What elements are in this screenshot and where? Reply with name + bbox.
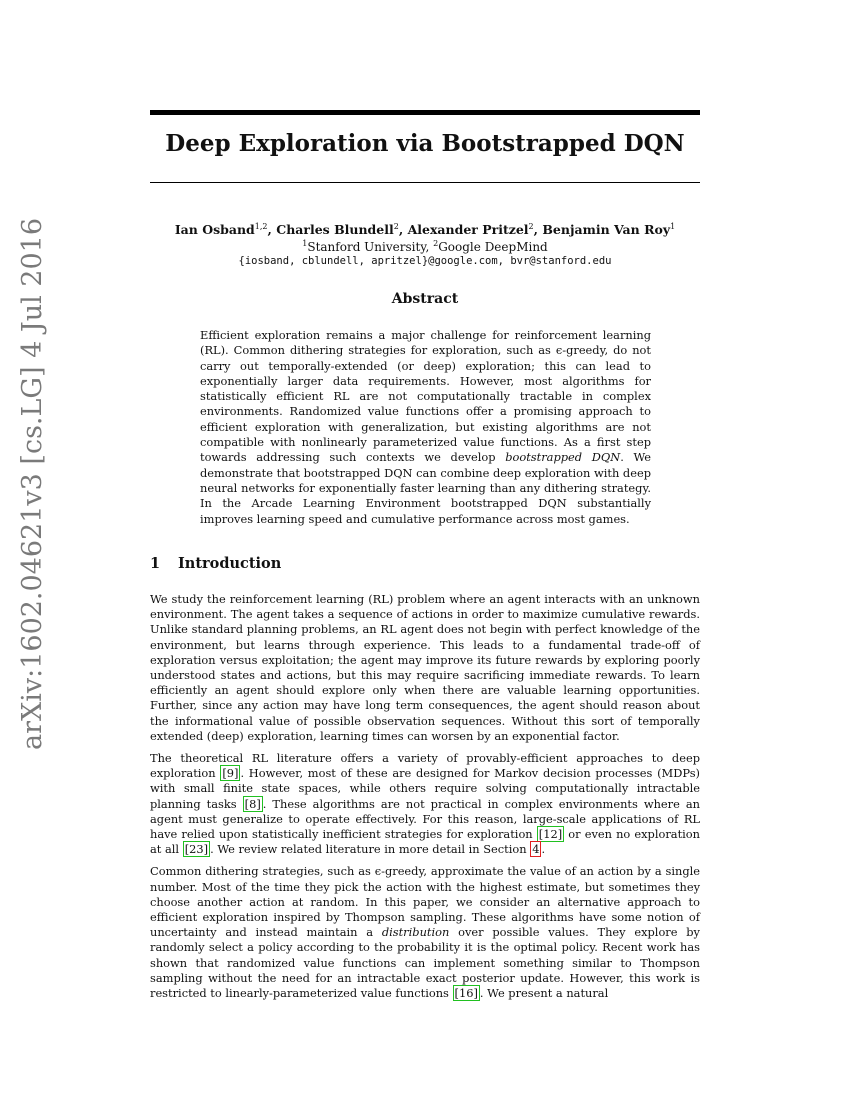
paragraph-text: . However, most of these are designed for Markov decision processes (MDPs) with small finite state spaces, while others require solving computationally intractable planning tasks: [150, 766, 700, 811]
author-list: Ian Osband$^{1,2}$, Charles Blundell$^2$, Alexander Pritzel$^2$, Benjamin Van Roy$^1$: [174, 222, 676, 238]
author-affiliation-mark: 2: [528, 222, 534, 231]
paragraph-text: . We review related literature in more detail in Section: [210, 842, 531, 857]
citation-link[interactable]: [23]: [184, 842, 209, 857]
citation-link[interactable]: [8]: [244, 796, 261, 811]
abstract-emphasis: bootstrapped DQN: [505, 450, 621, 465]
author-affiliation-mark: 2: [393, 222, 399, 231]
author-name: Benjamin Van Roy: [542, 222, 671, 238]
introduction-body: [150, 592, 700, 1008]
paragraph-text: .: [541, 842, 546, 857]
affiliation-mark: 1: [302, 239, 308, 248]
paragraph: [150, 751, 700, 857]
section-reference-link[interactable]: 4: [532, 842, 540, 857]
paragraph: [150, 864, 700, 1001]
author-emails: {iosband, cblundell, apritzel}@google.com, bvr@stanford.edu: [238, 255, 612, 267]
author-affiliation-mark: 1,2: [254, 222, 268, 231]
paper-title: Deep Exploration via Bootstrapped DQN: [165, 130, 685, 157]
author-affiliation-mark: 1: [670, 222, 676, 231]
paragraph-emphasis: distribution: [381, 925, 450, 940]
paragraph-text: Common dithering strategies, such as ϵ-greedy, approximate the value of an action by a single number. Most of the time they pick the action with the highest estimate, but sometimes they choose another action at random. In this paper, we consider an alternative approach to efficient exploration inspired by Thompson sampling. These algorithms have some notion of uncertainty and instead maintain a: [150, 864, 700, 940]
author-name: Ian Osband: [174, 222, 255, 238]
citation-link[interactable]: [12]: [538, 827, 563, 842]
author-name: Charles Blundell: [276, 222, 394, 238]
citation-link[interactable]: [9]: [222, 766, 239, 781]
author-name: Alexander Pritzel: [407, 222, 529, 238]
section-number: 1: [150, 555, 161, 572]
affiliation-name: Stanford University: [307, 240, 426, 254]
paragraph-text: over possible values. They explore by randomly select a policy according to the probability it is the optimal policy. Recent work has shown that randomized value functions can implement something similar to Thompson sampling without the need for an intractable exact posterior update. However, this work is restricted to linearly-parameterized value functions: [150, 925, 700, 1001]
paragraph: We study the reinforcement learning (RL) problem where an agent interacts with an unknown environment. The agent takes a sequence of actions in order to maximize cumulative rewards. Unlike standard planning problems, an RL agent does not begin with perfect knowledge of the environment, but learns through experience. This leads to a fundamental trade-off of exploration versus exploitation; the agent may improve its future rewards by exploring poorly understood states and actions, but this may require sacrificing immediate rewards. To learn efficiently an agent should explore only when there are valuable learning opportunities. Further, since any action may have long term consequences, the agent should reason about the informational value of possible observation sequences. Without this sort of temporally extended (deep) exploration, learning times can worsen by an exponential factor.: [150, 592, 700, 743]
citation-link[interactable]: [16]: [454, 986, 478, 1001]
title-rule-top: [150, 110, 700, 115]
paragraph-text: . These algorithms are not practical in complex environments where an agent must generalize to operate effectively. For this reason, large-scale applications of RL have relied upon statistically inefficient strategies for exploration: [150, 796, 700, 842]
section-heading-introduction: [150, 555, 700, 572]
affiliation-mark: 2: [433, 239, 439, 248]
paragraph-text: or even no exploration at all: [150, 827, 701, 857]
paragraph-text: The theoretical RL literature offers a variety of provably-efficient approaches to deep exploration: [150, 751, 700, 781]
affiliations: $^1$Stanford University, $^2$Google DeepMind: [302, 239, 548, 254]
abstract-body: [200, 328, 651, 527]
paragraph-text: . We present a natural: [479, 986, 609, 1001]
abstract-text: . We demonstrate that bootstrapped DQN can combine deep exploration with deep neural networks for exponentially faster learning than any dithering strategy. In the Arcade Learning Environment bootstrapped DQN substantially improves learning speed and cumulative performance across most games.: [200, 450, 651, 526]
section-title: Introduction: [178, 555, 282, 572]
title-rule-bottom: [150, 182, 700, 183]
affiliation-name: Google DeepMind: [438, 240, 548, 254]
arxiv-identifier: arXiv:1602.04621v3 [cs.LG] 4 Jul 2016: [17, 217, 48, 750]
abstract-text: Efficient exploration remains a major challenge for reinforcement learning (RL). Common dithering strategies for exploration, such as ϵ-greedy, do not carry out temporally-extended (or deep) exploration; this can lead to exponentially larger data requirements. However, most algorithms for statistically efficient RL are not computationally tractable in complex environments. Randomized value functions offer a promising approach to efficient exploration with generalization, but existing algorithms are not compatible with nonlinearly parameterized value functions. As a first step towards addressing such contexts we develop: [200, 328, 651, 465]
abstract-heading: Abstract: [391, 291, 459, 307]
